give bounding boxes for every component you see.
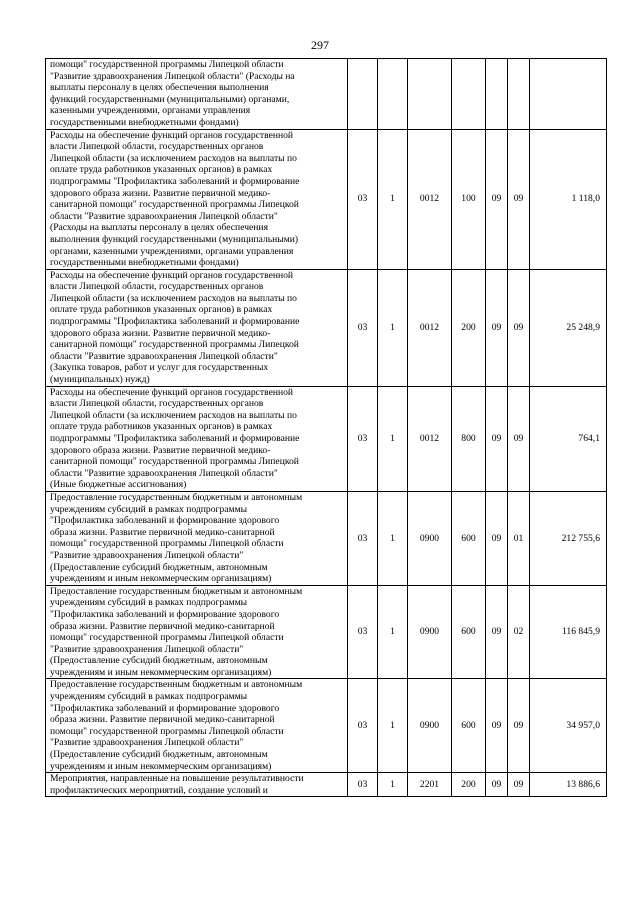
description-line: оплате труда работников указанных органов) в рамках <box>50 421 273 433</box>
description-line: "Профилактика заболеваний и формирование здорового <box>50 608 280 620</box>
description-line: подпрограммы "Профилактика заболеваний и формирование <box>50 316 300 328</box>
pp-cell: 1 <box>378 773 408 797</box>
description-line: профилактических мероприятий, создание условий и <box>50 784 268 796</box>
description-cell <box>46 585 348 679</box>
description-line: здорового образа жизни. Развитие первичной медико- <box>50 187 271 199</box>
sum-cell: 116 845,9 <box>530 585 607 679</box>
vr-cell: 200 <box>452 269 486 386</box>
description-line: области "Развитие здравоохранения Липецкой области" <box>50 467 278 479</box>
description-line: помощи" государственной программы Липецкой области <box>50 538 284 550</box>
description-line: санитарной помощи" государственной программы Липецкой <box>50 199 299 211</box>
pp-cell: 1 <box>378 679 408 773</box>
pp-cell: 1 <box>378 585 408 679</box>
sum-cell: 25 248,9 <box>530 269 607 386</box>
vr-cell: 200 <box>452 773 486 797</box>
description-line: области "Развитие здравоохранения Липецкой области" <box>50 210 278 222</box>
description-line: здорового образа жизни. Развитие первичной медико- <box>50 444 271 456</box>
description-cell <box>46 269 348 386</box>
rz-cell: 09 <box>486 129 508 269</box>
pp-cell: 1 <box>378 129 408 269</box>
sum-cell <box>530 59 607 130</box>
pr-cell: 09 <box>508 773 530 797</box>
description-line: власти Липецкой области, государственных органов <box>50 398 264 410</box>
cs-cell: 0012 <box>408 269 452 386</box>
table-row <box>46 773 607 797</box>
description-line: помощи" государственной программы Липецкой области <box>50 59 284 70</box>
description-line: учреждениям и иным некоммерческим организациям) <box>50 760 272 772</box>
description-line: государственными внебюджетными фондами) <box>50 116 239 128</box>
vr-cell: 100 <box>452 129 486 269</box>
description-line: "Развитие здравоохранения Липецкой области" <box>50 549 244 561</box>
description-line: подпрограммы "Профилактика заболеваний и формирование <box>50 175 300 187</box>
description-line: "Развитие здравоохранения Липецкой области" <box>50 737 244 749</box>
description-line: учреждениям субсидий в рамках подпрограммы <box>50 503 248 515</box>
pp-cell: 1 <box>378 269 408 386</box>
description-line: оплате труда работников указанных органов) в рамках <box>50 164 273 176</box>
description-cell <box>46 679 348 773</box>
description-line: Расходы на обеспечение функций органов государственной <box>50 129 294 141</box>
description-line: области "Развитие здравоохранения Липецкой области" <box>50 350 278 362</box>
table-row <box>46 386 607 491</box>
pr-cell: 09 <box>508 269 530 386</box>
description-cell <box>46 129 348 269</box>
page-number: 297 <box>311 38 329 52</box>
description-line: (Предоставление субсидий бюджетным, автономным <box>50 655 268 667</box>
description-cell <box>46 59 348 130</box>
description-cell <box>46 773 348 797</box>
description-line: подпрограммы "Профилактика заболеваний и формирование <box>50 433 300 444</box>
description-line: Предоставление государственным бюджетным и автономным <box>50 585 303 597</box>
description-line: Липецкой области (за исключением расходов на выплаты по <box>50 292 297 304</box>
description-line: Расходы на обеспечение функций органов государственной <box>50 269 294 281</box>
gr-cell: 03 <box>348 773 378 797</box>
table-row <box>46 59 607 130</box>
rz-cell: 09 <box>486 679 508 773</box>
pr-cell <box>508 59 530 130</box>
description-line: (Предоставление субсидий бюджетным, автономным <box>50 561 268 573</box>
sum-cell: 13 886,6 <box>530 773 607 797</box>
description-line: выплаты персоналу в целях обеспечения выполнения <box>50 82 269 94</box>
description-line: учреждениям и иным некоммерческим организациям) <box>50 573 272 585</box>
description-line: (Закупка товаров, работ и услуг для государственных <box>50 362 269 374</box>
pr-cell: 09 <box>508 679 530 773</box>
table-row <box>46 129 607 269</box>
sum-cell: 34 957,0 <box>530 679 607 773</box>
description-line: власти Липецкой области, государственных органов <box>50 141 264 153</box>
rz-cell: 09 <box>486 386 508 491</box>
description-line: (Предоставление субсидий бюджетным, автономным <box>50 749 268 761</box>
rz-cell: 09 <box>486 773 508 797</box>
description-cell <box>46 386 348 491</box>
cs-cell: 0900 <box>408 679 452 773</box>
cs-cell: 0012 <box>408 129 452 269</box>
description-line: образа жизни. Развитие первичной медико-санитарной <box>50 620 275 632</box>
vr-cell: 800 <box>452 386 486 491</box>
table-row <box>46 269 607 386</box>
description-line: Предоставление государственным бюджетным и автономным <box>50 491 303 503</box>
vr-cell: 600 <box>452 585 486 679</box>
description-line: Расходы на обеспечение функций органов государственной <box>50 386 294 398</box>
budget-table <box>45 58 607 797</box>
rz-cell: 09 <box>486 491 508 585</box>
description-line: (Расходы на выплаты персоналу в целях обеспечения <box>50 222 268 234</box>
description-line: здорового образа жизни. Развитие первичной медико- <box>50 327 271 339</box>
description-cell <box>46 491 348 585</box>
description-line: Липецкой области (за исключением расходов на выплаты по <box>50 409 297 421</box>
description-line: помощи" государственной программы Липецкой области <box>50 632 284 644</box>
description-line: власти Липецкой области, государственных органов <box>50 281 264 293</box>
description-line: "Профилактика заболеваний и формирование здорового <box>50 515 280 527</box>
description-line: учреждениям субсидий в рамках подпрограммы <box>50 691 248 703</box>
description-line: оплате труда работников указанных органов) в рамках <box>50 304 273 316</box>
description-line: санитарной помощи" государственной программы Липецкой <box>50 456 299 468</box>
description-line: помощи" государственной программы Липецкой области <box>50 725 284 737</box>
description-line: Липецкой области (за исключением расходов на выплаты по <box>50 152 297 164</box>
description-line: (Иные бюджетные ассигнования) <box>50 479 187 491</box>
pr-cell: 09 <box>508 129 530 269</box>
description-line: учреждениям и иным некоммерческим организациям) <box>50 666 272 678</box>
pp-cell: 1 <box>378 386 408 491</box>
gr-cell: 03 <box>348 679 378 773</box>
gr-cell <box>348 59 378 130</box>
cs-cell: 0900 <box>408 585 452 679</box>
vr-cell: 600 <box>452 491 486 585</box>
cs-cell: 0012 <box>408 386 452 491</box>
description-line: функций государственными (муниципальными) органами, <box>50 93 290 105</box>
pr-cell: 02 <box>508 585 530 679</box>
cs-cell: 0900 <box>408 491 452 585</box>
pr-cell: 01 <box>508 491 530 585</box>
description-line: учреждениям субсидий в рамках подпрограммы <box>50 597 248 609</box>
description-line: казенными учреждениями, органами управления <box>50 105 251 117</box>
description-line: "Развитие здравоохранения Липецкой области" <box>50 643 244 655</box>
description-line: образа жизни. Развитие первичной медико-санитарной <box>50 714 275 726</box>
gr-cell: 03 <box>348 585 378 679</box>
description-line: Мероприятия, направленные на повышение результативности <box>50 773 304 785</box>
gr-cell: 03 <box>348 491 378 585</box>
vr-cell <box>452 59 486 130</box>
sum-cell: 212 755,6 <box>530 491 607 585</box>
table-row <box>46 491 607 585</box>
pp-cell <box>378 59 408 130</box>
description-line: "Профилактика заболеваний и формирование здорового <box>50 702 280 714</box>
rz-cell: 09 <box>486 585 508 679</box>
gr-cell: 03 <box>348 129 378 269</box>
cs-cell: 2201 <box>408 773 452 797</box>
rz-cell <box>486 59 508 130</box>
pr-cell: 09 <box>508 386 530 491</box>
description-line: органами, казенными учреждениями, органами управления <box>50 245 294 257</box>
table-body <box>46 59 607 797</box>
gr-cell: 03 <box>348 386 378 491</box>
rz-cell: 09 <box>486 269 508 386</box>
description-line: санитарной помощи" государственной программы Липецкой <box>50 339 299 351</box>
table-row <box>46 679 607 773</box>
description-line: выполнения функций государственными (муниципальными) <box>50 233 299 245</box>
description-line: государственными внебюджетными фондами) <box>50 257 239 269</box>
vr-cell: 600 <box>452 679 486 773</box>
gr-cell: 03 <box>348 269 378 386</box>
description-line: "Развитие здравоохранения Липецкой области" (Расходы на <box>50 70 295 82</box>
sum-cell: 764,1 <box>530 386 607 491</box>
description-line: Предоставление государственным бюджетным и автономным <box>50 679 303 691</box>
table-row <box>46 585 607 679</box>
pp-cell: 1 <box>378 491 408 585</box>
cs-cell <box>408 59 452 130</box>
description-line: образа жизни. Развитие первичной медико-санитарной <box>50 526 275 538</box>
sum-cell: 1 118,0 <box>530 129 607 269</box>
description-line: (муниципальных) нужд) <box>50 374 150 386</box>
